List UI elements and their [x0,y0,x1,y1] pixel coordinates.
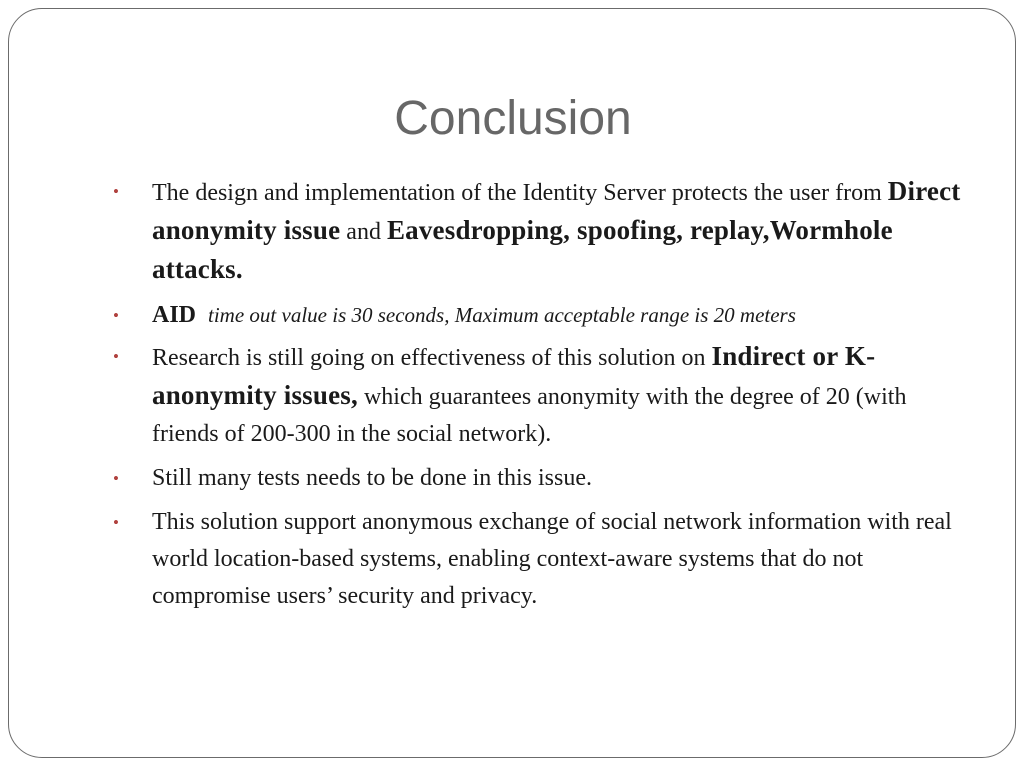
bullet-dot-icon: • [113,513,119,532]
bullet-dot-icon: • [113,347,119,366]
bullet-text: This solution support anonymous exchange of social network information with real world location-based systems, enabling context-aware systems that do not compromise users’ security and privacy. [152,509,952,609]
bullet-item-aid [113,297,973,334]
bullet-dot-icon: • [113,306,119,325]
bullet-text: which guarantees anonymity with the degree of 20 (with friends of 200-300 in the social network). [152,384,907,447]
bullet-bold-text: Eavesdropping, spoofing, replay,Wormhole attacks. [152,215,893,284]
bullet-item-research [113,338,973,453]
slide [8,8,1016,758]
bullet-list [113,173,973,622]
bullet-item-solution [113,504,973,615]
bullet-item-tests [113,460,973,497]
bullet-dot-icon: • [113,469,119,488]
bullet-item-identity-server [113,173,973,290]
slide-title: Conclusion [394,92,632,145]
bullet-bold-text: Direct anonymity issue [152,176,961,245]
bullet-text: Research is still going on effectiveness of this solution on [152,345,712,371]
bullet-text: The design and implementation of the Identity Server protects the user from [152,180,888,206]
bullet-text: Still many tests needs to be done in this issue. [152,465,592,491]
bullet-text: and [340,219,387,245]
bullet-dot-icon: • [113,182,119,201]
bullet-italic-text: time out value is 30 seconds, Maximum acceptable range is 20 meters [208,303,796,327]
bullet-bold-text: Indirect or K-anonymity issues, [152,341,876,410]
bullet-bold-text: AID [152,302,197,328]
